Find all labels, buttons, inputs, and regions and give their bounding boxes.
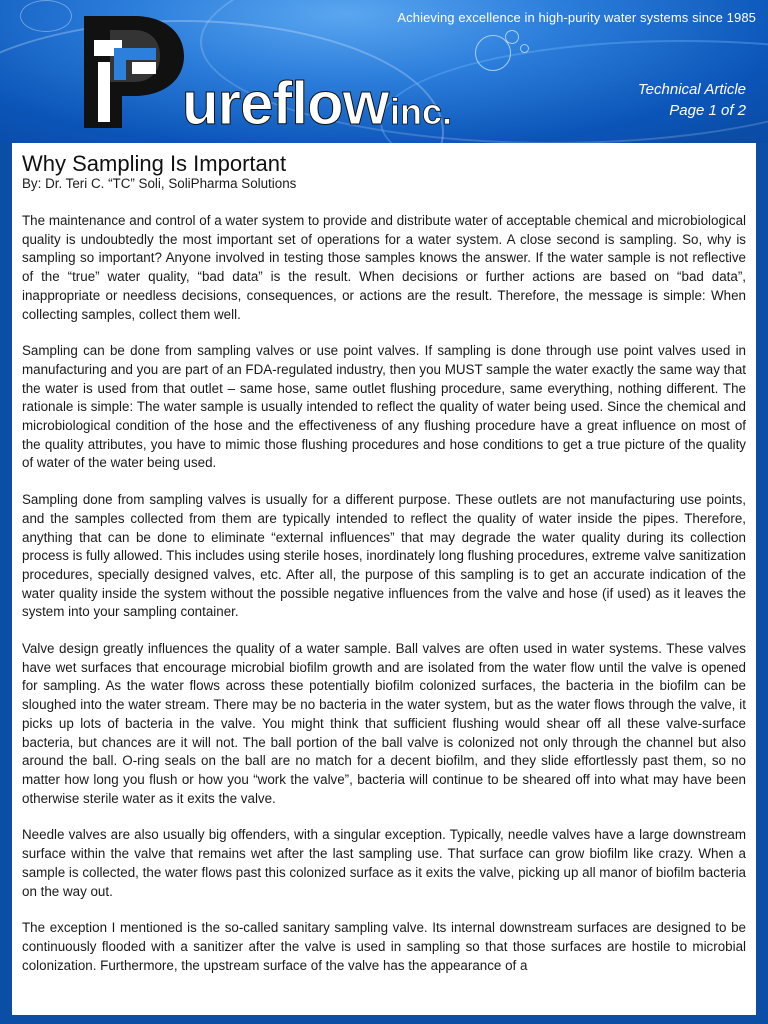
paragraph: Sampling done from sampling valves is usually for a different purpose. These outlets are not manufacturing use points, and the samples collected from them are typically intended to reflect the quality of water inside the pipes. Therefore, anything that can be done to eliminate “external influences” that may degrade the water quality during its collection process is fully allowed. This includes using sterile hoses, inordinately long flushing procedures, extreme valve sanitization procedures, specially designed valves, etc. After all, the purpose of this sampling is to get an accurate indication of the water quality inside the system without the possible negative influences from the valve and hose (if used) as it leaves the system into your sampling container. — [22, 492, 746, 620]
paragraph: Valve design greatly influences the quality of a water sample. Ball valves are often used in water systems. These valves have wet surfaces that encourage microbial biofilm growth and are isolated from the water flow until the valve is opened for sampling. As the water flows across these potentially biofilm colonized surfaces, the bacteria in the biofilm can be sloughed into the water stream. There may be no bacteria in the water system, but as the water flows through the valve, it picks up lots of bacteria in the valve. You might think that sufficient flushing would shear off all these valve-surface bacteria, but chances are it will not. The ball portion of the ball valve is colonized not only through the channel but also around the ball. O-ring seals on the ball are no match for a decent biofilm, and they slide effortlessly past them, so no matter how long you flush or how you “work the valve”, bacteria will continue to be sheared off into what may have been otherwise sterile water as it exits the valve. — [22, 641, 746, 806]
paragraph: Sampling can be done from sampling valves or use point valves. If sampling is done through use point valves used in manufacturing and you are part of an FDA-regulated industry, then you MUST sample the water exactly the same way that the water is used from that outlet – same hose, same outlet flushing procedure, same everything, nothing different. The rationale is simple: The water sample is usually intended to reflect the quality of water being used. Since the chemical and microbiological condition of the hose and the effectiveness of any flushing procedure have a great influence on most of the quality attributes, you have to mimic those flushing procedures and hose conditions to get a true picture of the quality of water of the water being used. — [22, 343, 746, 471]
company-tagline: Achieving excellence in high-purity water systems since 1985 — [397, 10, 756, 25]
pureflow-logo — [72, 12, 452, 134]
article-title: Why Sampling Is Important — [22, 151, 287, 176]
article-meta — [638, 79, 746, 121]
bubble-icon — [520, 44, 529, 53]
svg-text:ureflow: ureflow — [182, 70, 389, 134]
article-byline: By: Dr. Teri C. “TC” Soli, SoliPharma Solutions — [22, 176, 297, 191]
svg-text:inc.: inc. — [390, 91, 452, 132]
paragraph: The maintenance and control of a water system to provide and distribute water of acceptable chemical and microbiological quality is undoubtedly the most important set of operations for a water system. A close second is sampling. So, why is sampling so important? Anyone involved in testing those samples knows the answer. If the water sample is not reflective of the “true” water quality, “bad data” is the result. When decisions or further actions are based on “bad data”, inappropriate or needless decisions, consequences, or actions are the result. Therefore, the message is simple: When collecting samples, collect them well. — [22, 213, 746, 322]
page-indicator: Page 1 of 2 — [669, 102, 746, 119]
paragraph: The exception I mentioned is the so-called sanitary sampling valve. Its internal downstream surfaces are designed to be continuously flooded with a sanitizer after the valve is used in sampling so that those surfaces are hostile to microbial colonization. Furthermore, the upstream surface of the valve has the appearance of a — [22, 920, 746, 973]
page-header — [0, 0, 768, 143]
bubble-icon — [505, 30, 519, 44]
article-body — [12, 143, 756, 1015]
bubble-icon — [20, 0, 72, 32]
paragraph: Needle valves are also usually big offenders, with a singular exception. Typically, needle valves have a large downstream surface within the valve that remains wet after the last sampling use. That surface can grow biofilm like crazy. When a sample is collected, the water flows past this colonized surface as it exits the valve, picking up all manor of biofilm bacteria on the way out. — [22, 827, 746, 899]
article-type: Technical Article — [637, 81, 746, 98]
